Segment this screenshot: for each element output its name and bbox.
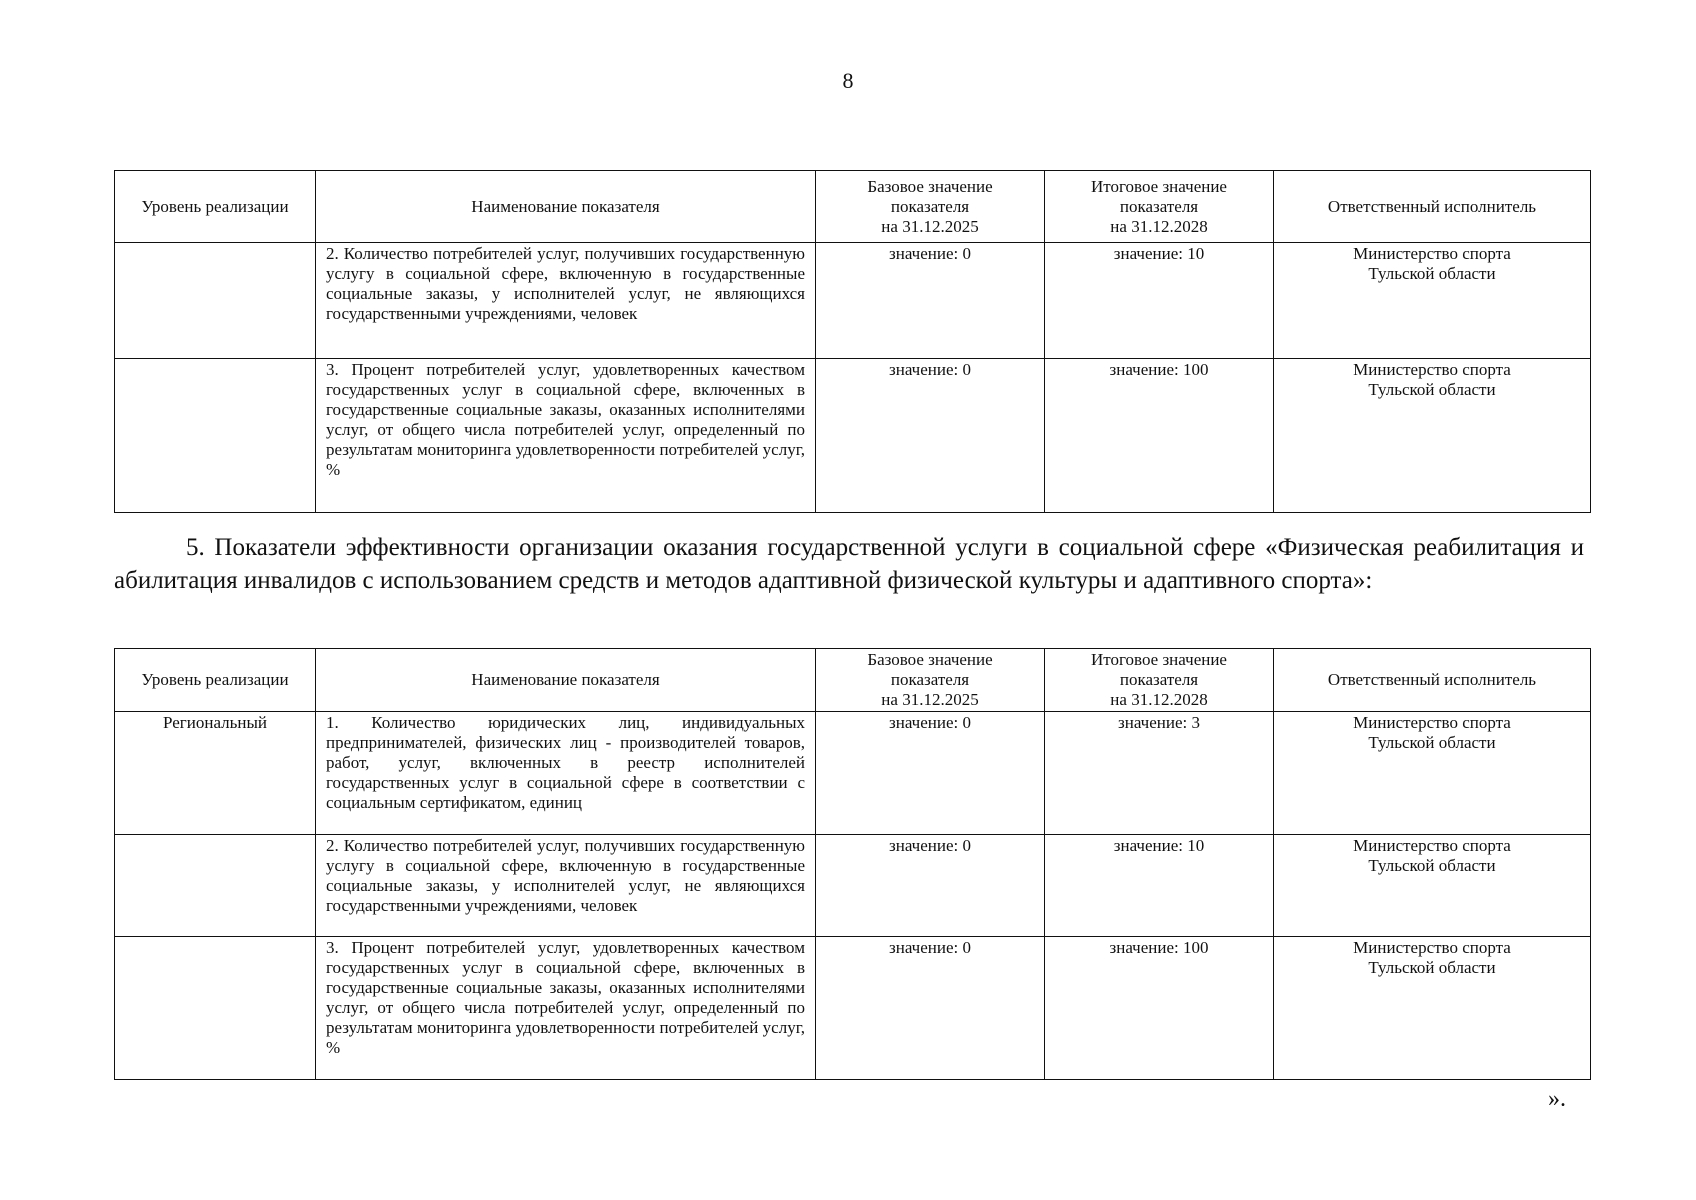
header-level: Уровень реализации	[115, 649, 316, 712]
header-final-line: Итоговое значение	[1091, 650, 1227, 669]
header-final-line: на 31.12.2028	[1110, 216, 1208, 236]
responsible-line: Тульской области	[1368, 958, 1496, 977]
table-row	[115, 243, 1591, 359]
responsible-line: Министерство спорта	[1353, 244, 1511, 263]
cell-indicator-name: 3. Процент потребителей услуг, удовлетворенных качеством государственных услуг в социальной сфере, включенных в государственные социальные заказы, оказанных исполнителями услуг, от общего числа потребителей услуг, определенный по результатам мониторинга удовлетворенности потребителей услуг, %	[316, 359, 816, 513]
cell-final-value: значение: 100	[1045, 937, 1274, 1080]
cell-indicator-name: 1. Количество юридических лиц, индивидуальных предпринимателей, физических лиц - производителей товаров, работ, услуг, включенных в реестр исполнителей государственных услуг в социальной сфере в соответствии с социальным сертификатом, единиц	[316, 712, 816, 835]
cell-responsible	[1274, 937, 1591, 1080]
header-level: Уровень реализации	[115, 171, 316, 243]
cell-base-value: значение: 0	[816, 937, 1045, 1080]
responsible-line: Министерство спорта	[1353, 938, 1511, 957]
responsible-line: Министерство спорта	[1353, 713, 1511, 732]
indicators-table-continued	[114, 170, 1591, 513]
cell-level	[115, 359, 316, 513]
cell-final-value: значение: 10	[1045, 835, 1274, 937]
cell-final-value: значение: 3	[1045, 712, 1274, 835]
header-name: Наименование показателя	[316, 171, 816, 243]
responsible-line: Тульской области	[1368, 380, 1496, 399]
header-base-line: Базовое значение	[867, 650, 993, 669]
closing-quote-mark: ».	[1548, 1086, 1566, 1112]
table-row	[115, 712, 1591, 835]
responsible-line: Тульской области	[1368, 856, 1496, 875]
cell-level	[115, 243, 316, 359]
cell-indicator-name: 3. Процент потребителей услуг, удовлетворенных качеством государственных услуг в социальной сфере, включенных в государственные социальные заказы, оказанных исполнителями услуг, от общего числа потребителей услуг, определенный по результатам мониторинга удовлетворенности потребителей услуг, %	[316, 937, 816, 1080]
cell-final-value: значение: 100	[1045, 359, 1274, 513]
table-row	[115, 359, 1591, 513]
header-final-line: Итоговое значение	[1091, 176, 1227, 196]
header-final-line: показателя	[1119, 196, 1199, 216]
indicators-table	[114, 648, 1591, 1080]
header-base	[816, 649, 1045, 712]
cell-responsible	[1274, 359, 1591, 513]
responsible-line: Министерство спорта	[1353, 360, 1511, 379]
page-number: 8	[842, 68, 854, 93]
cell-indicator-name: 2. Количество потребителей услуг, получивших государственную услугу в социальной сфере, включенную в государственные социальные заказы, у исполнителей услуг, не являющихся государственными учреждениями, человек	[316, 243, 816, 359]
header-responsible: Ответственный исполнитель	[1274, 171, 1591, 243]
cell-final-value: значение: 10	[1045, 243, 1274, 359]
header-base-line: на 31.12.2025	[881, 216, 979, 236]
header-base-line: Базовое значение	[867, 176, 993, 196]
header-base-line: показателя	[890, 670, 970, 689]
table-row	[115, 937, 1591, 1080]
responsible-line: Министерство спорта	[1353, 836, 1511, 855]
cell-level: Региональный	[115, 712, 316, 835]
cell-responsible	[1274, 835, 1591, 937]
responsible-line: Тульской области	[1368, 264, 1496, 283]
header-final	[1045, 649, 1274, 712]
cell-base-value: значение: 0	[816, 712, 1045, 835]
header-name: Наименование показателя	[316, 649, 816, 712]
cell-level	[115, 835, 316, 937]
cell-responsible	[1274, 712, 1591, 835]
table-header-row	[115, 171, 1591, 243]
cell-level	[115, 937, 316, 1080]
header-base-line: показателя	[890, 196, 970, 216]
header-final	[1045, 171, 1274, 243]
cell-base-value: значение: 0	[816, 243, 1045, 359]
responsible-line: Тульской области	[1368, 733, 1496, 752]
header-base-line: на 31.12.2025	[881, 690, 979, 709]
cell-base-value: значение: 0	[816, 835, 1045, 937]
table-row	[115, 835, 1591, 937]
header-final-line: на 31.12.2028	[1110, 690, 1208, 709]
table-header-row	[115, 649, 1591, 712]
cell-base-value: значение: 0	[816, 359, 1045, 513]
header-responsible: Ответственный исполнитель	[1274, 649, 1591, 712]
section-heading: 5. Показатели эффективности организации оказания государственной услуги в социальной сфере «Физическая реабилитация и абилитация инвалидов с использованием средств и методов адаптивной физической культуры и адаптивного спорта»:	[114, 534, 1584, 594]
header-base	[816, 171, 1045, 243]
cell-responsible	[1274, 243, 1591, 359]
cell-indicator-name: 2. Количество потребителей услуг, получивших государственную услугу в социальной сфере, включенную в государственные социальные заказы, у исполнителей услуг, не являющихся государственными учреждениями, человек	[316, 835, 816, 937]
header-final-line: показателя	[1119, 670, 1199, 689]
